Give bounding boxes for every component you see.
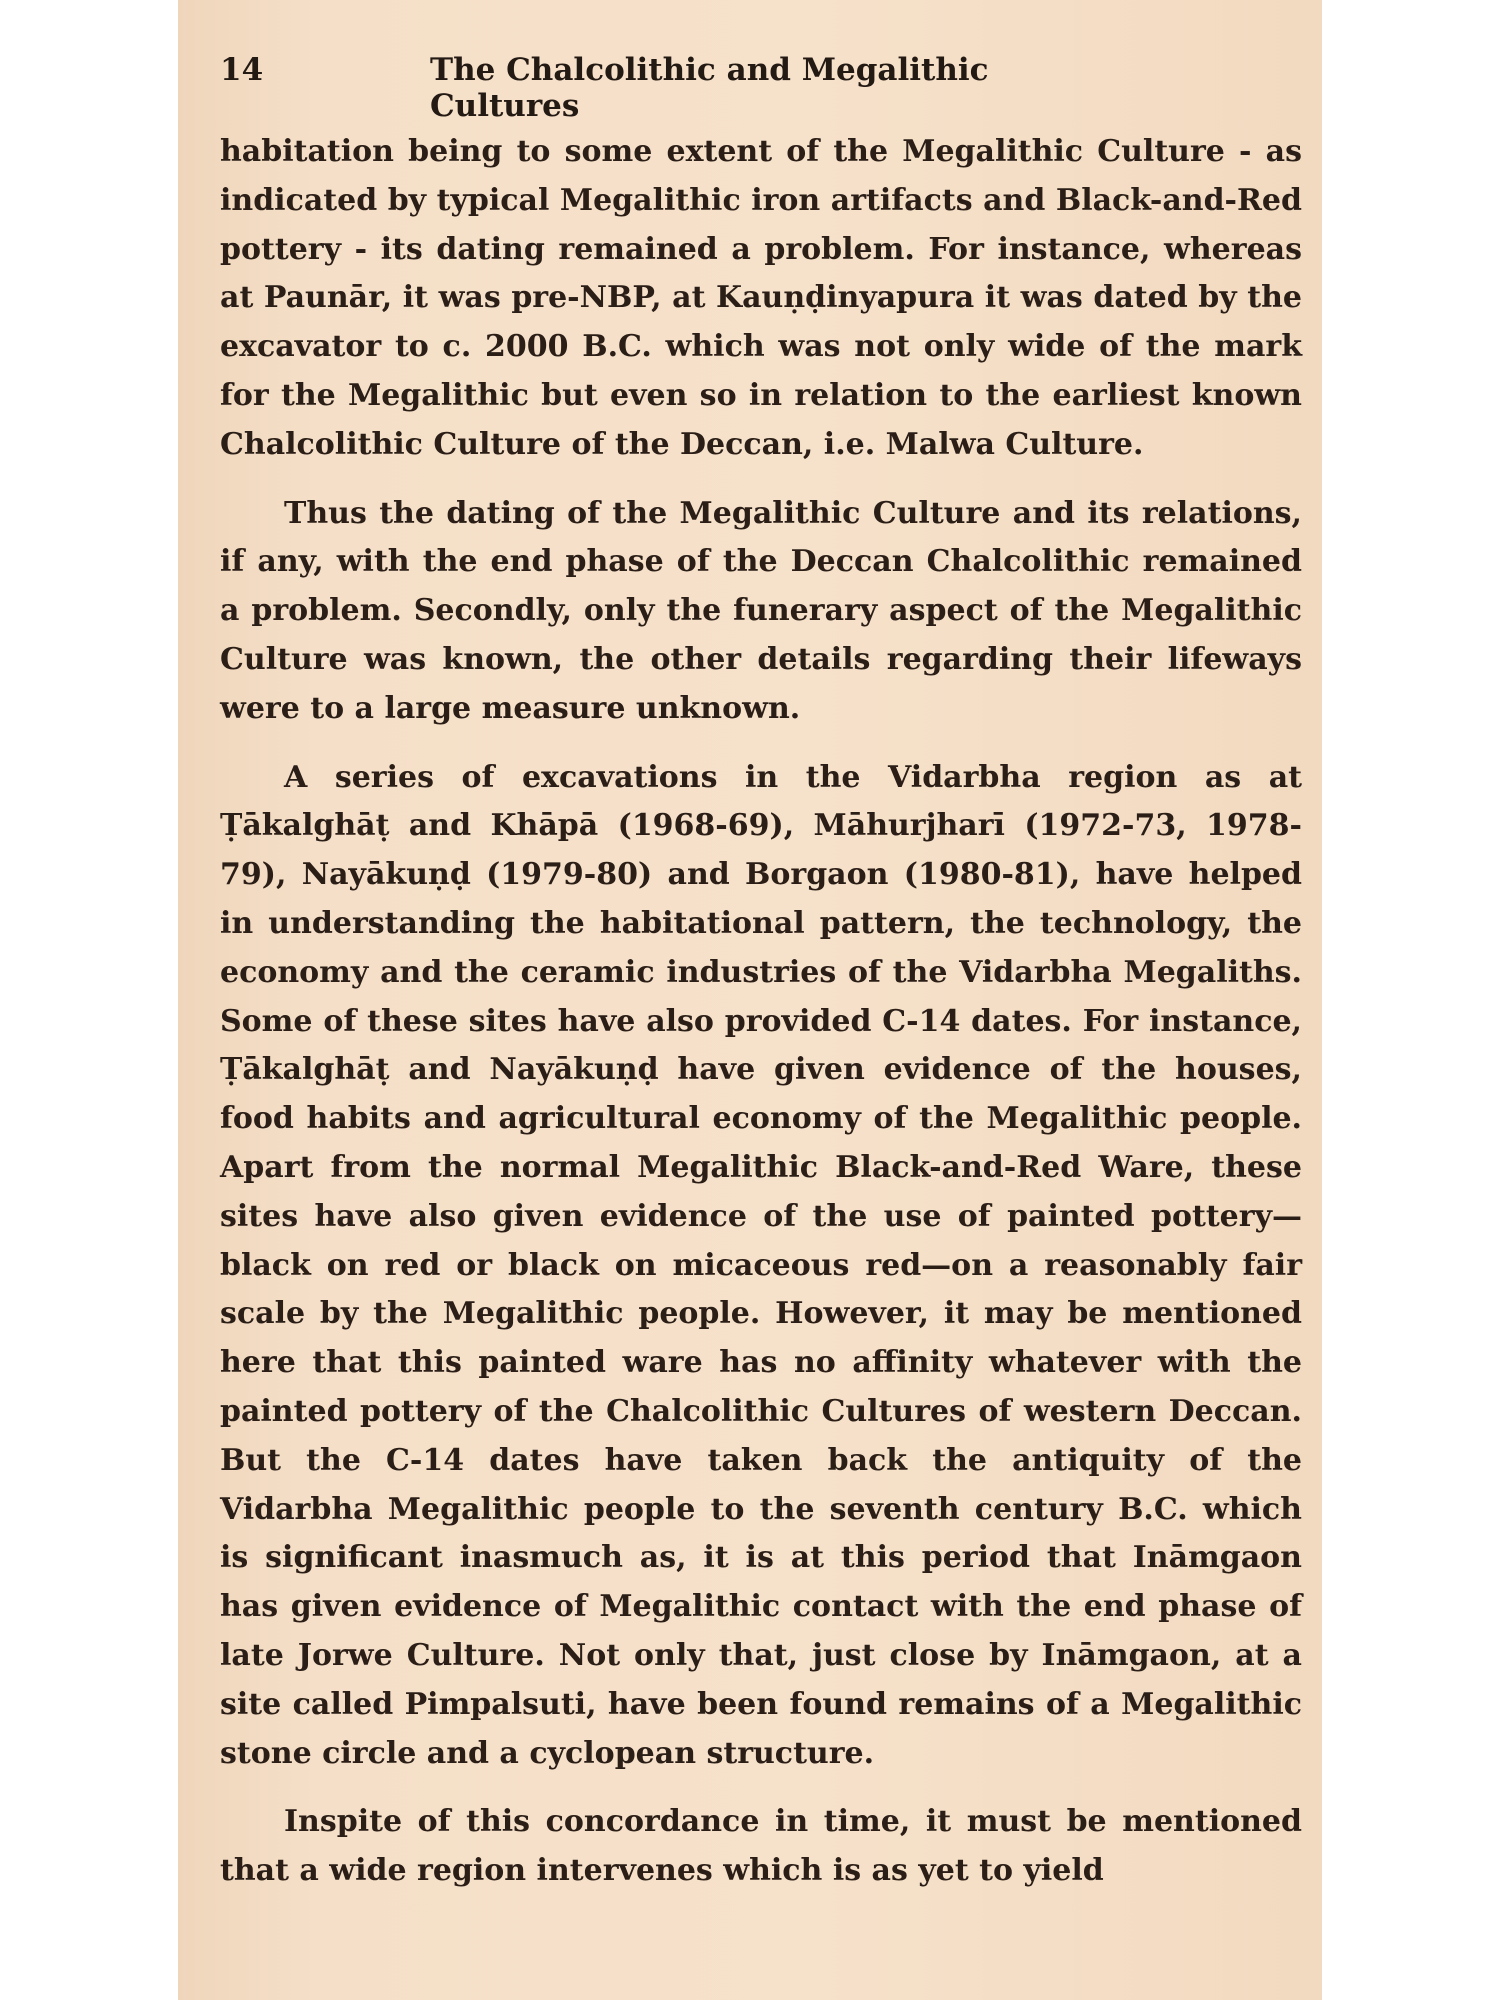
paragraph-dating: Thus the dating of the Megalithic Culture and its relations, if any, with the end phase of the Deccan Chalcolithic remained a problem. Secondly, only the funerary aspect of the Megalithic Culture was known, the other details regarding their lifeways were to a large measure unknown. [220,495,1302,726]
running-head: The Chalcolithic and Megalithic Cultures [430,52,989,124]
body-text [220,128,1302,1896]
paragraph-continuation: habitation being to some extent of the Megalithic Culture - as indicated by typical Megalithic iron artifacts and Black-and-Red pottery - its dating remained a problem. For instance, whereas at Paunār, it was pre-NBP, at Kauṇḍinyapura it was dated by the excavator to c. 2000 B.C. which was not only wide of the mark for the Megalithic but even so in relation to the earliest known Chalcolithic Culture of the Deccan, i.e. Malwa Culture. [220,134,1302,462]
paragraph-excavations: A series of excavations in the Vidarbha region as at Ṭākalghāṭ and Khāpā (1968-69), Māhurjharī (1972-73, 1978-79), Nayākuṇḍ (1979-80) and Borgaon (1980-81), have helped in understanding the habitational pattern, the technology, the economy and the ceramic industries of the Vidarbha Megaliths. Some of these sites have also provided C-14 dates. For instance, Ṭākalghāṭ and Nayākuṇḍ have given evidence of the houses, food habits and agricultural economy of the Megalithic people. Apart from the normal Megalithic Black-and-Red Ware, these sites have also given evidence of the use of painted pottery—black on red or black on micaceous red—on a reasonably fair scale by the Megalithic people. However, it may be mentioned here that this painted ware has no affinity whatever with the painted pottery of the Chalcolithic Cultures of western Deccan. But the C-14 dates have taken back the antiquity of the Vidarbha Megalithic people to the seventh century B.C. which is significant inasmuch as, it is at this period that Ināmgaon has given evidence of Megalithic contact with the end phase of late Jorwe Culture. Not only that, just close by Ināmgaon, at a site called Pimpalsuti, have been found remains of a Megalithic stone circle and a cyclopean structure. [220,759,1302,1771]
page-header [220,52,1100,124]
page-number: 14 [220,52,264,88]
paragraph-concordance: Inspite of this concordance in time, it must be mentioned that a wide region intervenes which is as yet to yield [220,1804,1302,1889]
